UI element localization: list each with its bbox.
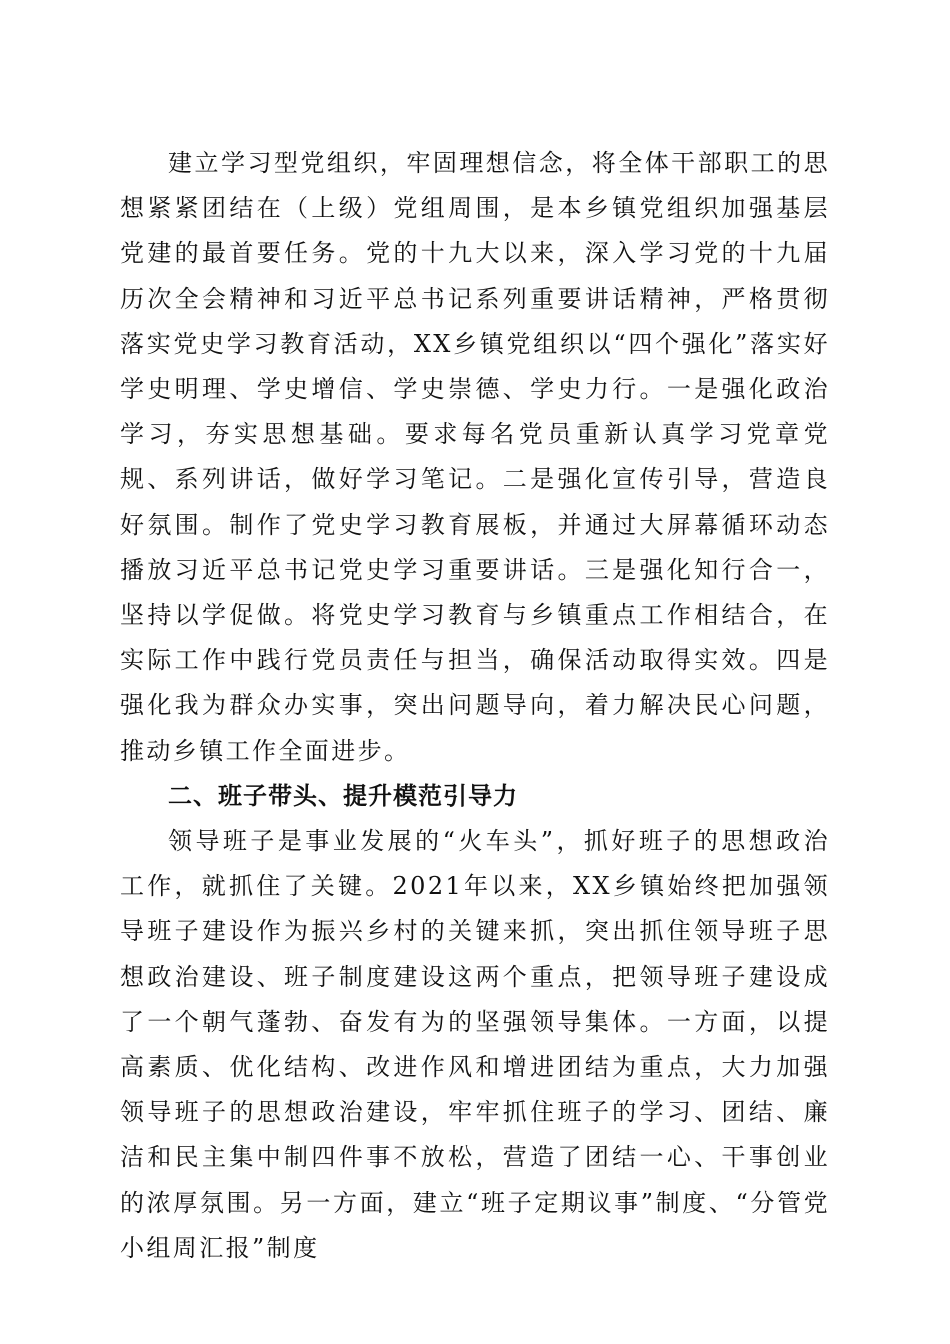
body-paragraph-1: 建立学习型党组织，牢固理想信念，将全体干部职工的思想紧紧团结在（上级）党组周围，是本乡镇党组织加强基层党建的最首要任务。党的十九大以来，深入学习党的十九届历次全会精神和习近平总书记系列重要讲话精神，严格贯彻落实党史学习教育活动，XX乡镇党组织以“四个强化”落实好学史明理、学史增信、学史崇德、学史力行。一是强化政治学习，夯实思想基础。要求每名党员重新认真学习党章党规、系列讲话，做好学习笔记。二是强化宣传引导，营造良好氛围。制作了党史学习教育展板，并通过大屏幕循环动态播放习近平总书记党史学习重要讲话。三是强化知行合一，坚持以学促做。将党史学习教育与乡镇重点工作相结合，在实际工作中践行党员责任与担当，确保活动取得实效。四是强化我为群众办实事，突出问题导向，着力解决民心问题，推动乡镇工作全面进步。 [120, 149, 830, 765]
document-body [120, 141, 830, 1271]
body-paragraph-2: 领导班子是事业发展的“火车头”，抓好班子的思想政治工作，就抓住了关键。2021年以来，XX乡镇始终把加强领导班子建设作为振兴乡村的关键来抓，突出抓住领导班子思想政治建设、班子制度建设这两个重点，把领导班子建设成了一个朝气蓬勃、奋发有为的坚强领导集体。一方面，以提高素质、优化结构、改进作风和增进团结为重点，大力加强领导班子的思想政治建设，牢牢抓住班子的学习、团结、廉洁和民主集中制四件事不放松，营造了团结一心、干事创业的浓厚氛围。另一方面，建立“班子定期议事”制度、“分管党小组周汇报”制度 [120, 827, 830, 1262]
section-heading-2: 二、班子带头、提升模范引导力 [168, 781, 518, 810]
